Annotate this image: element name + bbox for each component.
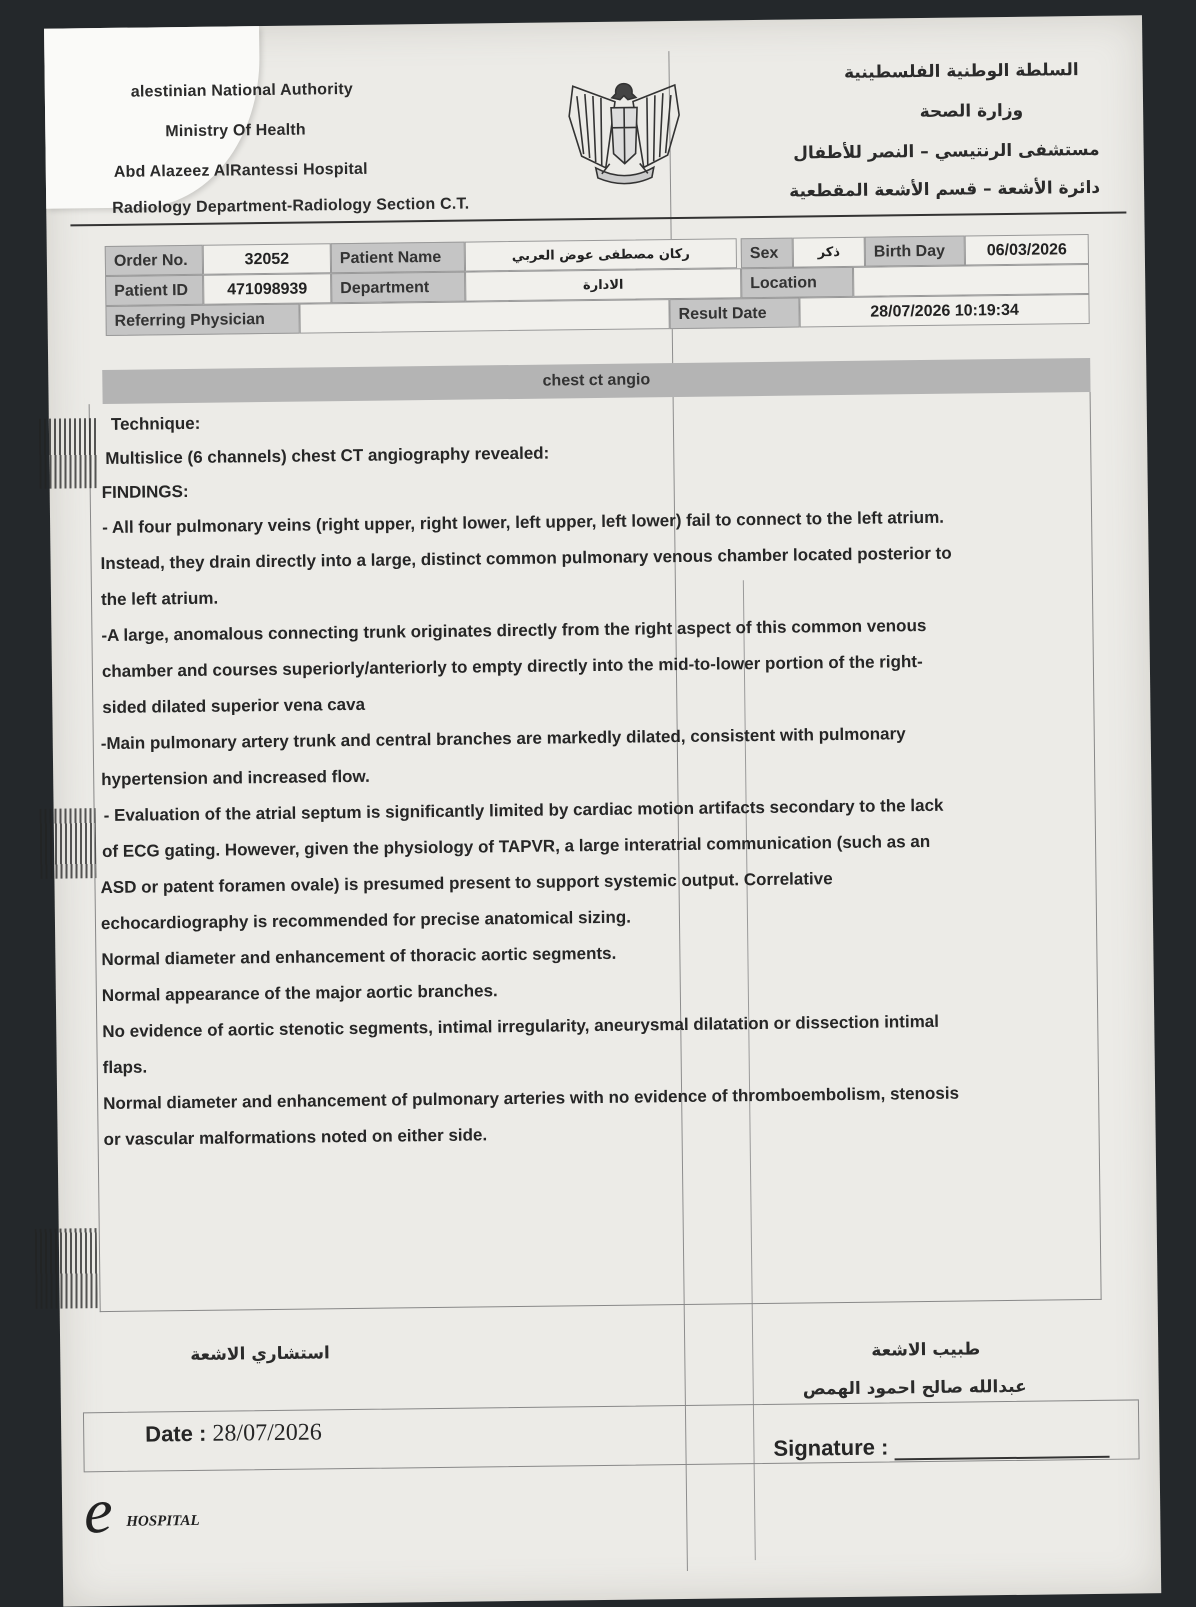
birth-day-label: Birth Day bbox=[865, 235, 965, 266]
department-en: Radiology Department-Radiology Section C.T. bbox=[112, 195, 470, 217]
result-date-label: Result Date bbox=[669, 297, 799, 329]
logo-letter: e bbox=[83, 1474, 113, 1547]
report-line: Normal appearance of the major aortic branches. bbox=[101, 981, 498, 1006]
exam-title-bar: chest ct angio bbox=[102, 358, 1090, 404]
report-paper bbox=[44, 15, 1161, 1606]
order-no-value: 32052 bbox=[203, 243, 331, 275]
referring-physician-label: Referring Physician bbox=[105, 304, 299, 336]
logo-text: HOSPITAL bbox=[126, 1512, 200, 1530]
report-line: hypertension and increased flow. bbox=[101, 766, 370, 790]
patient-name-value: ركان مصطفى عوض العربي bbox=[465, 238, 737, 271]
ministry-ar: وزارة الصحة bbox=[919, 100, 1024, 123]
department-ar: دائرة الأشعة – قسم الأشعة المقطعية bbox=[789, 177, 1101, 202]
radiologist-title: طبيب الاشعة bbox=[871, 1339, 981, 1361]
date-field bbox=[145, 1419, 322, 1448]
scan-artifact bbox=[35, 1228, 98, 1309]
order-no-label: Order No. bbox=[105, 245, 203, 276]
report-line: ASD or patent foramen ovale) is presumed present to support systemic output. Correlative bbox=[100, 869, 833, 898]
report-line: -A large, anomalous connecting trunk originates directly from the right aspect of this common venous bbox=[101, 615, 927, 646]
report-line: - All four pulmonary veins (right upper, right lower, left upper, left lower) fail to connect to the left atrium. bbox=[102, 507, 945, 538]
report-line: echocardiography is recommended for precise anatomical sizing. bbox=[100, 907, 632, 934]
e-hospital-logo bbox=[82, 1474, 203, 1550]
result-date-value: 28/07/2026 10:19:34 bbox=[799, 294, 1089, 328]
report-line: No evidence of aortic stenotic segments, intimal irregularity, aneurysmal dilatation or dissection intimal bbox=[102, 1011, 940, 1042]
authority-ar: السلطة الوطنية الفلسطينية bbox=[843, 60, 1079, 83]
report-line: flaps. bbox=[102, 1057, 148, 1078]
report-line: Technique: bbox=[110, 413, 201, 434]
birth-day-value: 06/03/2026 bbox=[965, 234, 1089, 266]
signature-field bbox=[773, 1432, 1109, 1462]
report-line: Multislice (6 channels) chest CT angiography revealed: bbox=[105, 443, 550, 468]
signature-line bbox=[894, 1436, 1109, 1461]
department-label: Department bbox=[331, 272, 465, 304]
date-value: 28/07/2026 bbox=[212, 1419, 322, 1447]
report-line: Normal diameter and enhancement of thoracic aortic segments. bbox=[101, 943, 617, 970]
location-value bbox=[853, 264, 1089, 297]
department-value: الادارة bbox=[465, 268, 741, 301]
patient-id-value: 471098939 bbox=[203, 273, 331, 305]
sex-label: Sex bbox=[741, 238, 793, 269]
patient-info-grid bbox=[105, 234, 1095, 330]
authority-en: alestinian National Authority bbox=[130, 80, 354, 101]
date-label: Date : bbox=[145, 1420, 207, 1447]
report-line: - Evaluation of the atrial septum is significantly limited by cardiac motion artifacts secondary to the lack bbox=[103, 795, 944, 826]
scan-artifact bbox=[40, 808, 97, 879]
sex-value: ذكر bbox=[793, 237, 865, 268]
consultant-radiologist-title: استشاري الاشعة bbox=[190, 1343, 330, 1366]
hospital-en: Abd Alazeez AlRantessi Hospital bbox=[113, 160, 368, 181]
signature-label: Signature : bbox=[773, 1434, 889, 1461]
report-text bbox=[95, 396, 1084, 1158]
hospital-ar: مستشفى الرنتيسي – النصر للأطفال bbox=[793, 139, 1100, 164]
radiologist-name: عبدالله صالح احمود الهمص bbox=[802, 1376, 1027, 1400]
report-line: -Main pulmonary artery trunk and central branches are markedly dilated, consistent with pulmonary bbox=[100, 724, 906, 754]
report-line: Instead, they drain directly into a large, distinct common pulmonary venous chamber located posterior to bbox=[100, 543, 952, 574]
patient-id-label: Patient ID bbox=[105, 275, 203, 306]
report-line: sided dilated superior vena cava bbox=[102, 694, 366, 718]
report-line: or vascular malformations noted on either side. bbox=[103, 1125, 488, 1150]
patient-name-label: Patient Name bbox=[331, 242, 465, 274]
report-line: Normal diameter and enhancement of pulmonary arteries with no evidence of thromboembolism, stenosis bbox=[103, 1083, 960, 1114]
ministry-en: Ministry Of Health bbox=[165, 121, 306, 141]
report-line: chamber and courses superiorly/anteriorly to empty directly into the mid-to-lower portion of the right- bbox=[101, 652, 923, 682]
scan-artifact bbox=[39, 418, 98, 489]
report-line: the left atrium. bbox=[100, 588, 219, 610]
report-line: of ECG gating. However, given the physiology of TAPVR, a large interatrial communication (such as an bbox=[101, 831, 931, 862]
palestinian-eagle-emblem-icon bbox=[565, 75, 684, 188]
location-label: Location bbox=[741, 267, 853, 298]
referring-physician-value bbox=[299, 299, 669, 334]
report-line: FINDINGS: bbox=[101, 481, 189, 503]
